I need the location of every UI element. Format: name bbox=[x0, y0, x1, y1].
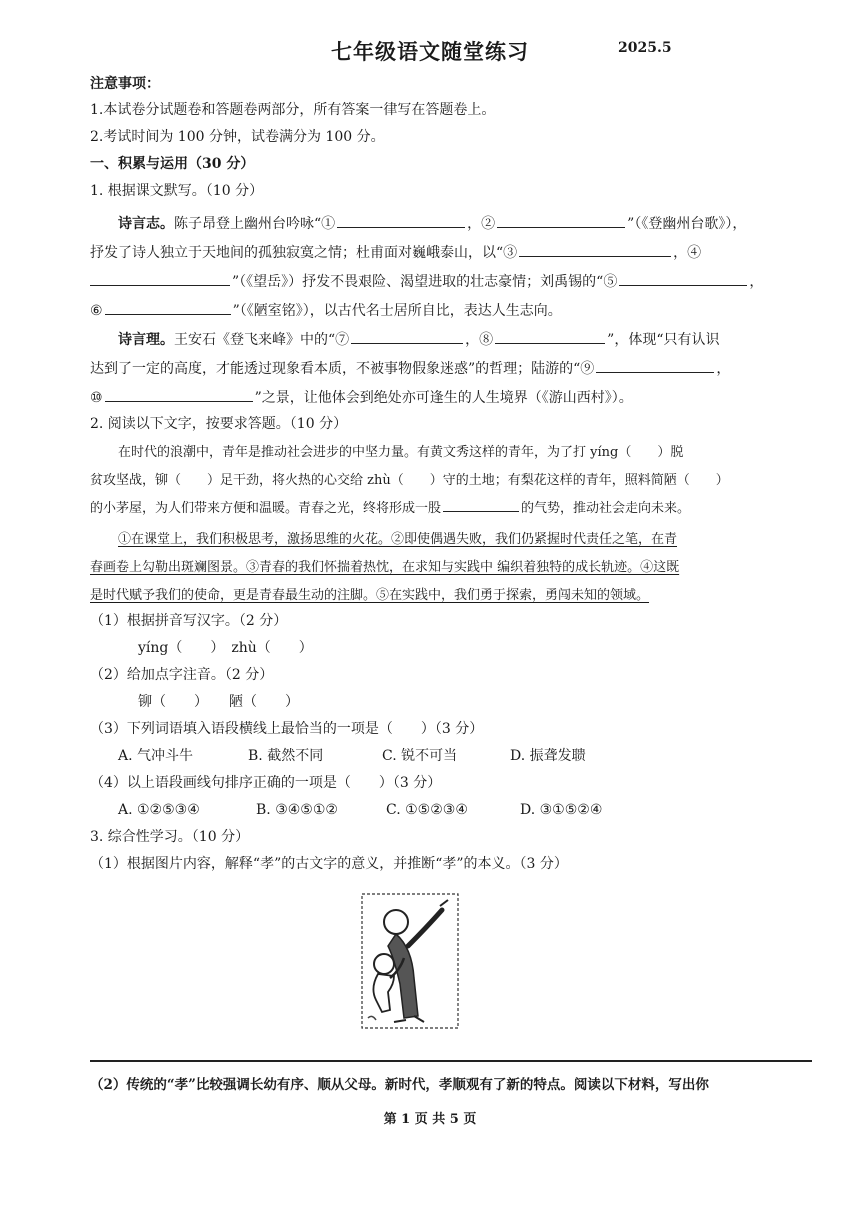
q1-title: 1. 根据课文默写。（10 分） bbox=[90, 183, 264, 199]
q2-sub4: （4）以上语段画线句排序正确的一项是（ ）（3 分） bbox=[90, 775, 442, 791]
answer-blank-8[interactable] bbox=[495, 329, 605, 344]
exam-date: 2025.5 bbox=[618, 40, 672, 56]
idiom-blank[interactable] bbox=[443, 497, 519, 512]
xiao-character-image bbox=[354, 888, 464, 1036]
answer-blank-2[interactable] bbox=[497, 213, 625, 228]
option-a[interactable]: A. 气冲斗牛 bbox=[118, 748, 194, 764]
answer-blank-10[interactable] bbox=[105, 387, 253, 402]
answer-blank-1[interactable] bbox=[337, 213, 465, 228]
q3-sub1: （1）根据图片内容，解释“孝”的古文字的意义，并推断“孝”的本义。（3 分） bbox=[90, 856, 568, 872]
option-d[interactable]: D. 振聋发聩 bbox=[510, 748, 586, 764]
option-c[interactable]: C. ①⑤②③④ bbox=[386, 802, 468, 818]
q2-sub2-answers: 铆（ ） 陋（ ） bbox=[138, 694, 299, 710]
q2-sub4-options bbox=[118, 800, 818, 820]
page-header bbox=[0, 36, 860, 70]
note-item-2: 2.考试时间为 100 分钟，试卷满分为 100 分。 bbox=[90, 129, 385, 145]
page-title: 七年级语文随堂练习 bbox=[331, 40, 529, 64]
answer-blank-7[interactable] bbox=[351, 329, 463, 344]
elder-and-child-illustration bbox=[354, 888, 464, 1036]
section1-title: 一、积累与运用（30 分） bbox=[90, 156, 255, 172]
q2-para2-line3: 是时代赋予我们的使命，更是青春最生动的注脚。⑤在实践中，我们勇于探索，勇闯未知的领域。 bbox=[90, 588, 650, 603]
note-item-1: 1.本试卷分试题卷和答题卷两部分，所有答案一律写在答题卷上。 bbox=[90, 102, 496, 118]
q1-line-7: ⑩ ”之景，让他体会到绝处亦可逢生的人生境界（《游山西村》）。 bbox=[90, 387, 820, 407]
q2-para2-line2: 春画卷上勾勒出斑斓图景。③青春的我们怀揣着热忱，在求知与实践中 编织着独特的成长轨迹。④这既 bbox=[90, 560, 680, 575]
q2-para1-line3: 的小茅屋，为人们带来方便和温暖。青春之光，终将形成一股 的气势，推动社会走向未来。 bbox=[90, 497, 820, 516]
q2-sub3: （3）下列词语填入语段横线上最恰当的一项是（ ）（3 分） bbox=[90, 721, 484, 737]
q1-label-poetry-will: 诗言志。 bbox=[118, 216, 174, 232]
q2-sub1-answers: yíng（ ） zhù（ ） bbox=[138, 640, 313, 656]
answer-blank-9[interactable] bbox=[596, 358, 714, 373]
q1-line-4: ⑥ ”（《陋室铭》），以古代名士居所自比，表达人生志向。 bbox=[90, 300, 820, 320]
section-divider bbox=[90, 1060, 812, 1062]
answer-blank-5[interactable] bbox=[619, 271, 747, 286]
q2-sub2: （2）给加点字注音。（2 分） bbox=[90, 667, 274, 683]
option-c[interactable]: C. 锐不可当 bbox=[382, 748, 458, 764]
q1-line-5: 诗言理。王安石《登飞来峰》中的“⑦ ，⑧ ”，体现“只有认识 bbox=[90, 329, 820, 349]
q3-title: 3. 综合性学习。（10 分） bbox=[90, 829, 250, 845]
option-b[interactable]: B. ③④⑤①② bbox=[256, 802, 338, 818]
answer-blank-6[interactable] bbox=[105, 300, 231, 315]
option-b[interactable]: B. 截然不同 bbox=[248, 748, 324, 764]
page-number: 第 1 页 共 5 页 bbox=[383, 1112, 477, 1127]
q2-sub3-options bbox=[118, 746, 818, 766]
q2-para2-line1: ①在课堂上，我们积极思考，激扬思维的火花。②即使偶遇失败，我们仍紧握时代责任之笔，在青 bbox=[118, 532, 678, 547]
q1-line-2: 抒发了诗人独立于天地间的孤独寂寞之情；杜甫面对巍峨泰山，以“③ ，④ bbox=[90, 242, 820, 262]
q3-sub2: （2）传统的“孝”比较强调长幼有序、顺从父母。新时代，孝顺观有了新的特点。阅读以下材料，写出你 bbox=[90, 1077, 709, 1093]
q1-line-1: 诗言志。陈子昂登上幽州台吟咏“① ，② ”（《登幽州台歌》）， bbox=[90, 213, 820, 233]
q2-sub1: （1）根据拼音写汉字。（2 分） bbox=[90, 613, 288, 629]
q1-line-6: 达到了一定的高度，才能透过现象看本质，不被事物假象迷惑”的哲理；陆游的“⑨ ， bbox=[90, 358, 820, 378]
q2-title: 2. 阅读以下文字，按要求答题。（10 分） bbox=[90, 416, 348, 432]
option-d[interactable]: D. ③①⑤②④ bbox=[520, 802, 603, 818]
notes-heading: 注意事项： bbox=[90, 76, 160, 92]
q1-line-3: ”（《望岳》）抒发不畏艰险、渴望进取的壮志豪情；刘禹锡的“⑤ ， bbox=[90, 271, 820, 291]
q2-para1-line1: 在时代的浪潮中，青年是推动社会进步的中坚力量。有黄文秀这样的青年，为了打 yíng（ ）脱 bbox=[118, 445, 684, 460]
option-a[interactable]: A. ①②⑤③④ bbox=[118, 802, 200, 818]
answer-blank-3[interactable] bbox=[519, 242, 671, 257]
q2-para1-line2: 贫攻坚战，铆（ ）足干劲，将火热的心交给 zhù（ ）守的土地；有梨花这样的青年，照料简陋（ ） bbox=[90, 473, 729, 488]
q1-label-poetry-reason: 诗言理。 bbox=[118, 332, 174, 348]
answer-blank-4[interactable] bbox=[90, 271, 230, 286]
